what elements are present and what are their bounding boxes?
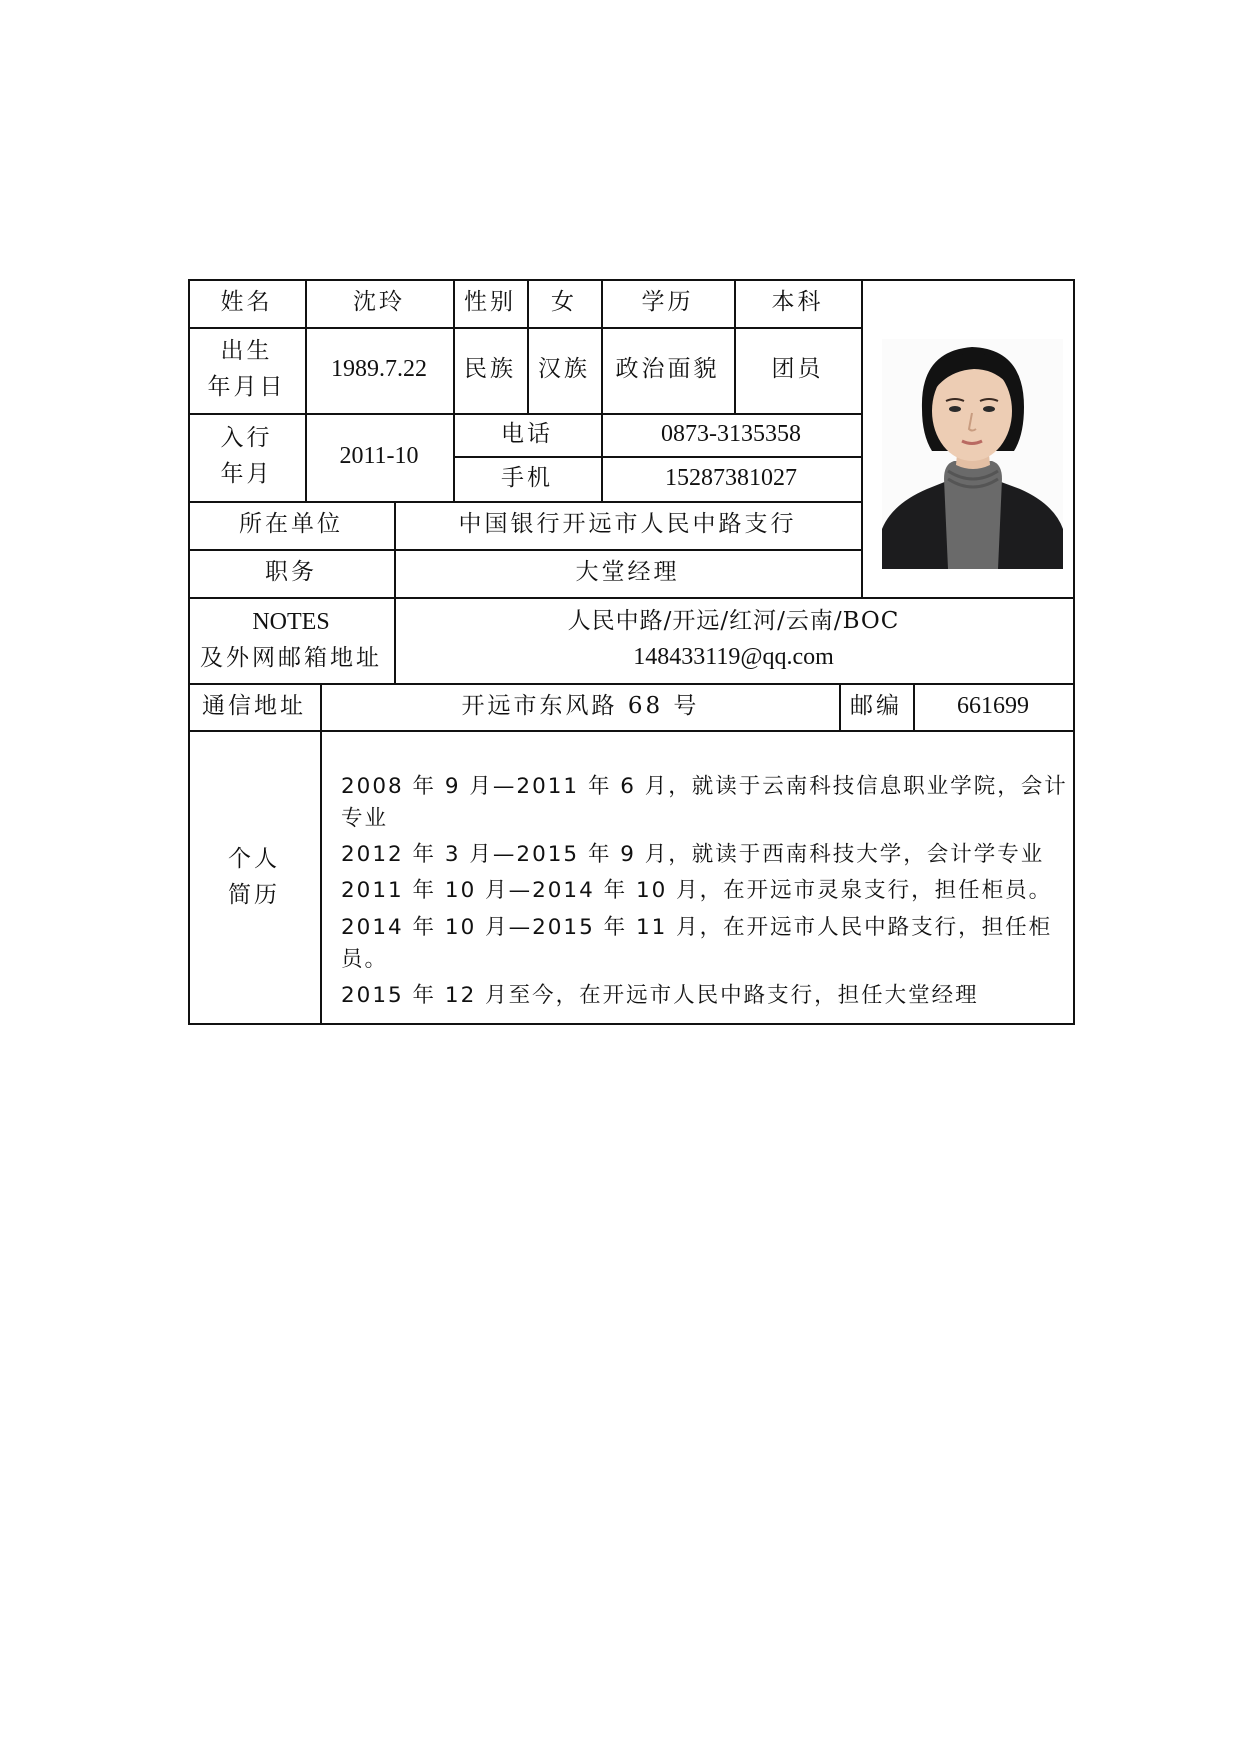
resume-form	[188, 279, 1075, 1025]
resume-entry: 2014 年 10 月—2015 年 11 月，在开远市人民中路支行，担任柜员。	[341, 914, 1053, 972]
portrait-icon	[882, 339, 1063, 569]
divider	[320, 683, 322, 1025]
join-label-line2: 年月	[220, 461, 273, 487]
unit-value: 中国银行开远市人民中路支行	[458, 511, 797, 538]
notes-label	[188, 597, 394, 683]
birth-label-line1: 出生	[220, 338, 273, 365]
table-border-right	[1073, 279, 1075, 1025]
mobile-label: 手机	[501, 464, 553, 491]
join-label	[188, 413, 305, 501]
join-label-line1: 入行	[220, 425, 273, 452]
birth-label-line2: 年月日	[207, 374, 286, 400]
phone-value: 0873-3135358	[661, 420, 801, 447]
political-label: 政治面貌	[615, 356, 720, 383]
notes-label-line2: 及外网邮箱地址	[200, 644, 382, 671]
divider	[861, 279, 863, 597]
education-value: 本科	[771, 289, 824, 316]
unit-label: 所在单位	[239, 511, 343, 538]
gender-label: 性别	[464, 289, 516, 316]
resume-label-line2: 简历	[228, 881, 280, 908]
resume-entry: 2008 年 9 月—2011 年 6 月，就读于云南科技信息职业学院，会计专业	[341, 773, 1068, 831]
gender-value: 女	[551, 289, 577, 316]
postcode-label: 邮编	[850, 692, 902, 719]
resume-label	[188, 732, 320, 1023]
position-label: 职务	[265, 559, 317, 586]
email-address: 148433119@qq.com	[633, 644, 834, 671]
phone-label: 电话	[501, 420, 553, 447]
resume-entry: 2011 年 10 月—2014 年 10 月，在开远市灵泉支行，担任柜员。	[341, 878, 1053, 904]
resume-entry: 2012 年 3 月—2015 年 9 月，就读于西南科技大学，会计学专业	[341, 842, 1045, 868]
ethnicity-value: 汉族	[538, 356, 590, 383]
birth-label	[188, 327, 305, 413]
birth-value: 1989.7.22	[331, 356, 427, 383]
name-value: 沈玲	[353, 289, 405, 316]
join-value: 2011-10	[339, 443, 419, 470]
notes-label-line1: NOTES	[252, 608, 330, 635]
position-value: 大堂经理	[575, 559, 680, 586]
name-label: 姓名	[220, 289, 273, 316]
resume-entry: 2015 年 12 月至今，在开远市人民中路支行，担任大堂经理	[341, 983, 979, 1009]
resume-entries	[333, 764, 1073, 1019]
portrait-photo	[882, 339, 1063, 569]
education-label: 学历	[641, 289, 694, 316]
notes-address: 人民中路/开远/红河/云南/BOC	[567, 607, 900, 634]
address-value: 开远市东风路 68 号	[461, 692, 700, 719]
resume-label-line1: 个人	[228, 845, 280, 872]
political-value: 团员	[771, 356, 824, 383]
mobile-value: 15287381027	[665, 464, 797, 491]
postcode-value: 661699	[957, 692, 1029, 719]
notes-value	[394, 597, 1073, 683]
address-label: 通信地址	[202, 692, 306, 719]
ethnicity-label: 民族	[464, 356, 516, 383]
